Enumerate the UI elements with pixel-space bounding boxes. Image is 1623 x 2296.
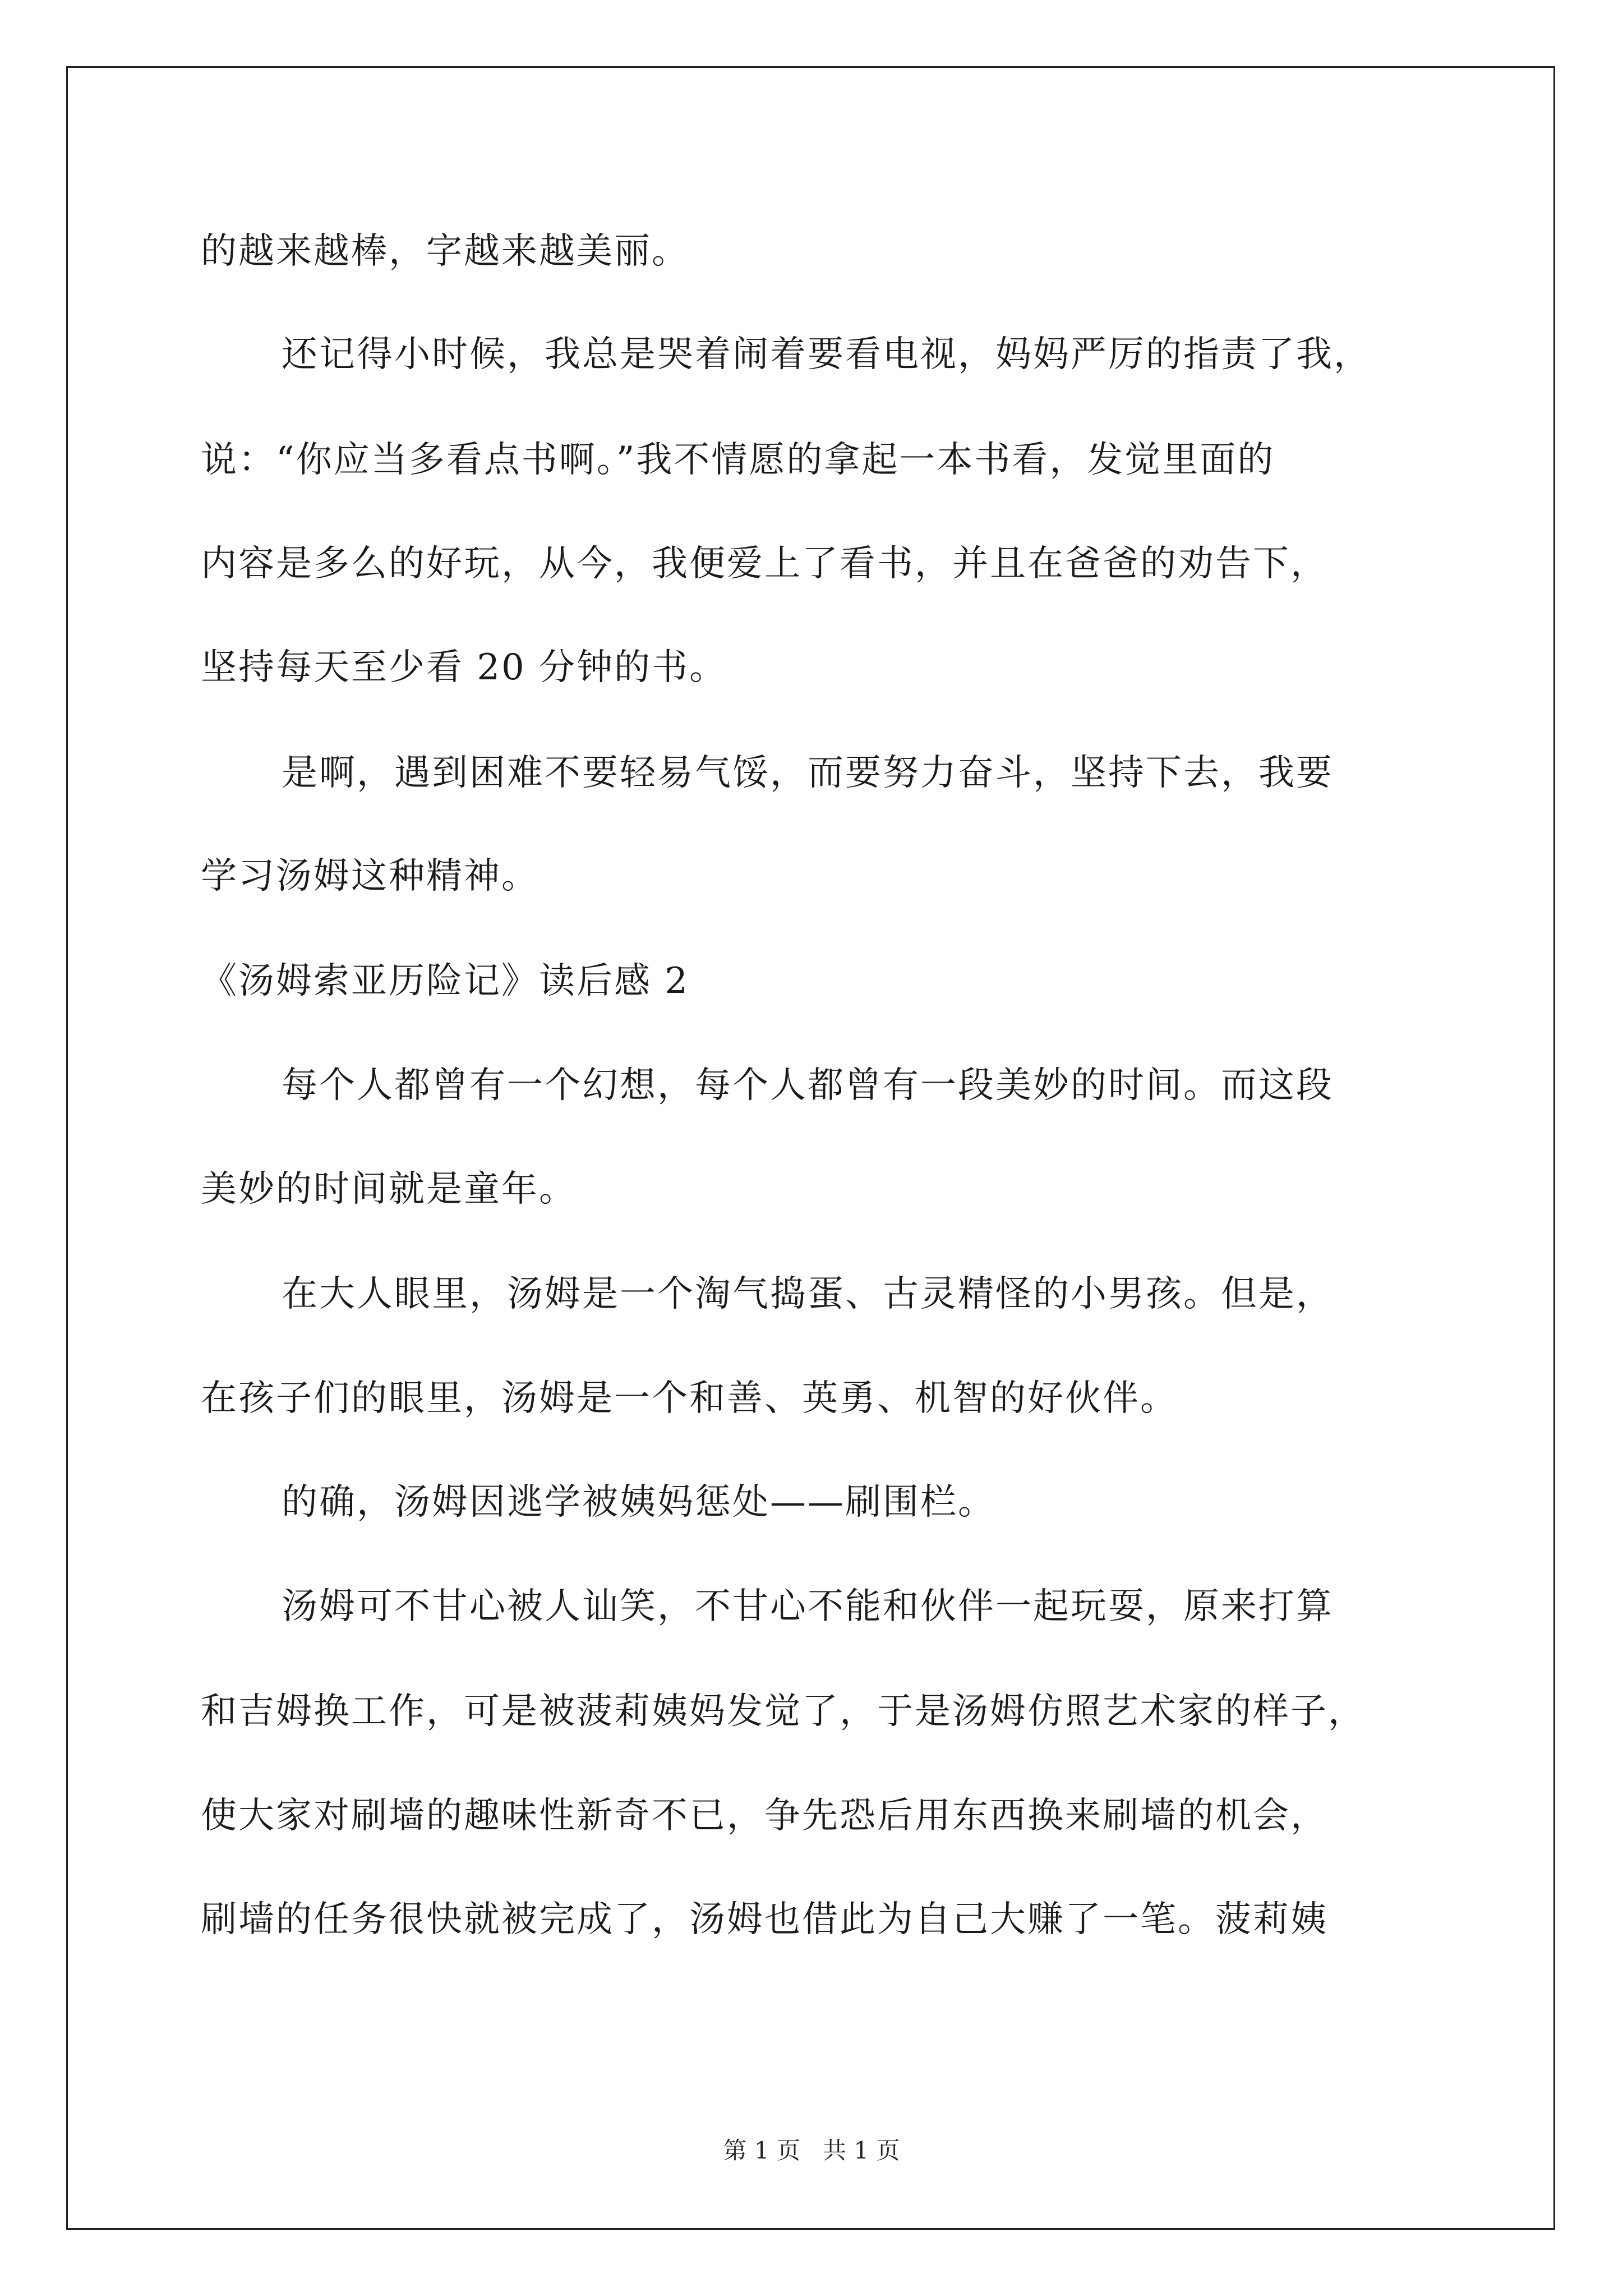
text-line: 坚持每天至少看 20 分钟的书。 — [201, 647, 727, 688]
text-line: 学习汤姆这种精神。 — [201, 855, 539, 897]
text-line: 的越来越棒，字越来越美丽。 — [201, 231, 689, 272]
text-line: 说：“你应当多看点书啊。”我不情愿的拿起一本书看，发觉里面的 — [201, 439, 1275, 481]
section-heading: 《汤姆索亚历险记》读后感 2 — [201, 960, 690, 1002]
paragraph-start: 每个人都曾有一个幻想，每个人都曾有一段美妙的时间。而这段 — [282, 1065, 1334, 1106]
text-line: 使大家对刷墙的趣味性新奇不已，争先恐后用东西换来刷墙的机会， — [201, 1795, 1328, 1837]
text-line: 美妙的时间就是童年。 — [201, 1168, 577, 1210]
page-footer: 第 1 页 共 1 页 — [723, 2137, 900, 2164]
paragraph-start: 汤姆可不甘心被人讪笑，不甘心不能和伙伴一起玩耍，原来打算 — [282, 1586, 1334, 1627]
text-line: 内容是多么的好玩，从今，我便爱上了看书，并且在爸爸的劝告下， — [201, 543, 1328, 585]
text-line: 和吉姆换工作，可是被菠莉姨妈发觉了，于是汤姆仿照艺术家的样子， — [201, 1691, 1366, 1732]
paragraph-start: 是啊，遇到困难不要轻易气馁，而要努力奋斗，坚持下去，我要 — [282, 752, 1334, 794]
text-line: 在孩子们的眼里，汤姆是一个和善、英勇、机智的好伙伴。 — [201, 1378, 1178, 1419]
text-line: 刷墙的任务很快就被完成了，汤姆也借此为自己大赚了一笔。菠莉姨 — [201, 1899, 1328, 1940]
paragraph-start: 还记得小时候，我总是哭着闹着要看电视，妈妈严厉的指责了我， — [282, 334, 1371, 375]
paragraph-start: 在大人眼里，汤姆是一个淘气捣蛋、古灵精怪的小男孩。但是， — [282, 1273, 1334, 1315]
paragraph-start: 的确，汤姆因逃学被姨妈惩处——刷围栏。 — [282, 1481, 995, 1523]
